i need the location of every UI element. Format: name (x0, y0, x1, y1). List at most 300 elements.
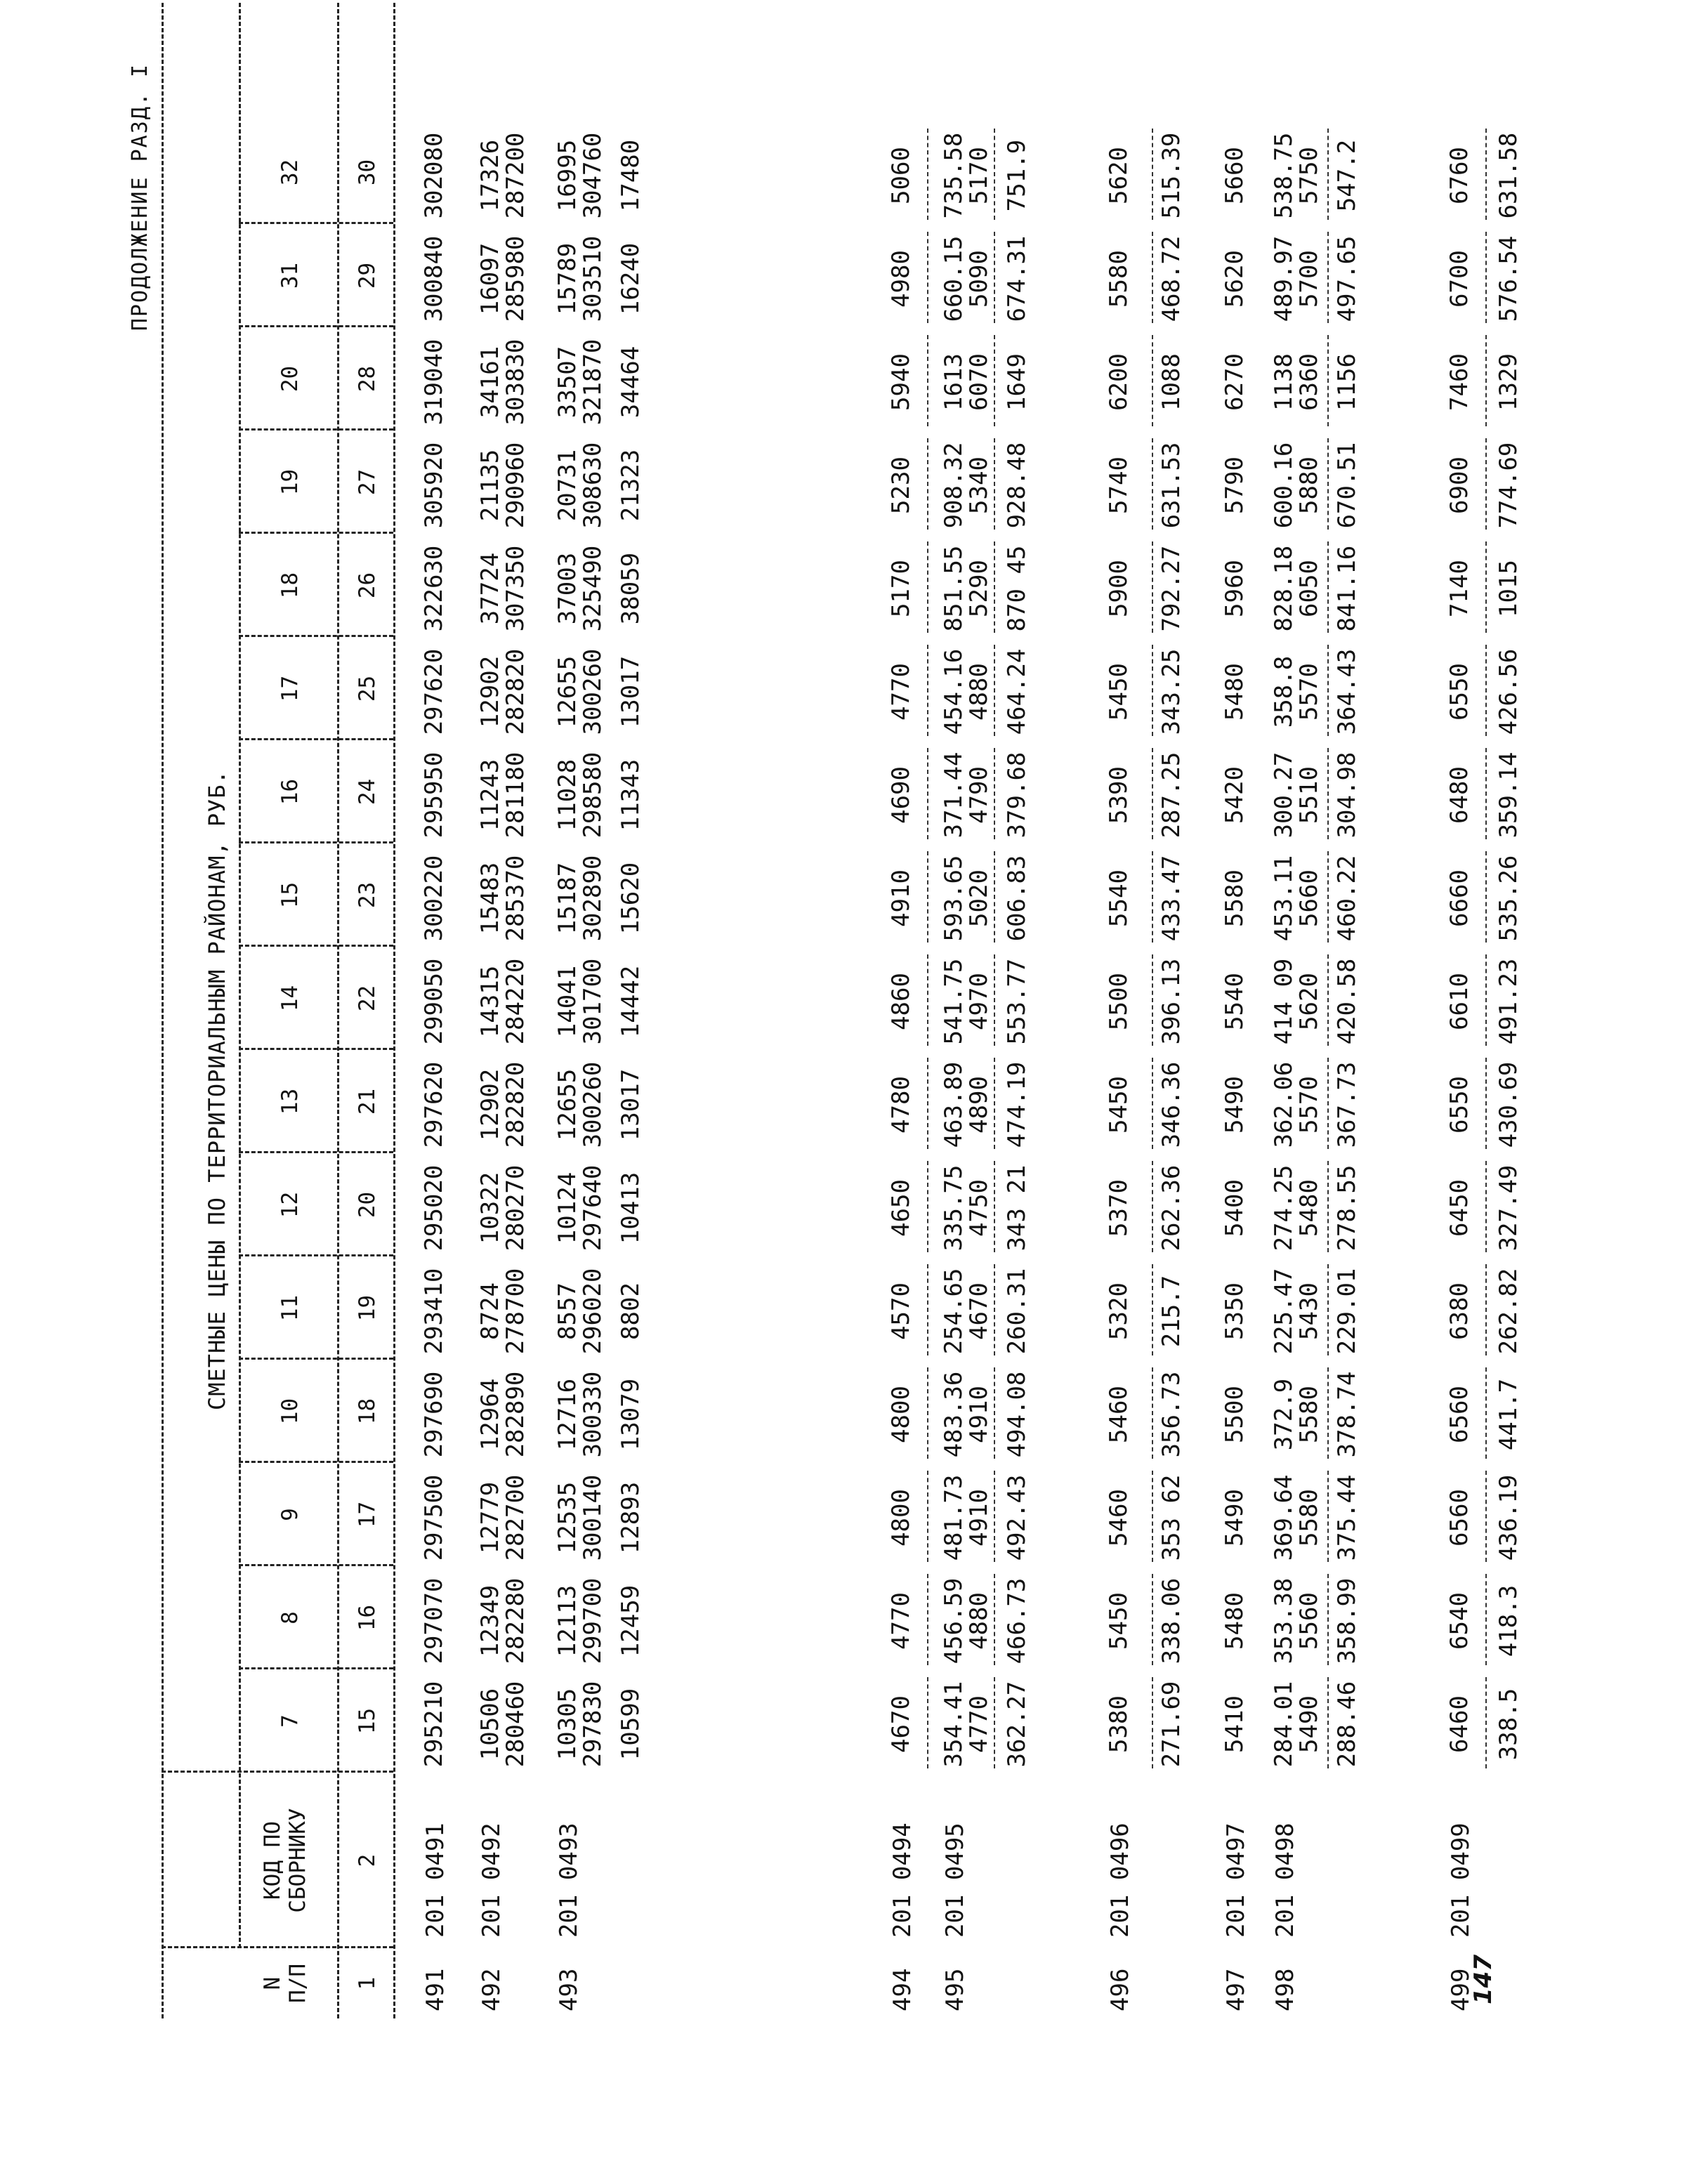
price-cell (421, 230, 447, 327)
price-cell (421, 1160, 447, 1256)
price-cell (618, 334, 643, 431)
price-line: 20731 (553, 449, 582, 522)
price-cell (941, 1056, 992, 1153)
price-cell (478, 643, 528, 740)
cell-separator (1485, 954, 1487, 1046)
price-line: 300220 (420, 855, 448, 942)
region-number: 13 (277, 1088, 303, 1115)
price-line: 631.53 (1157, 442, 1185, 529)
price-line: 37724 (476, 552, 504, 625)
price-line: 489.97 (1270, 235, 1298, 322)
price-line: 497.65 (1333, 235, 1361, 322)
price-line: 7140 (1445, 560, 1473, 617)
price-cell (1496, 1366, 1521, 1463)
price-cell (1271, 1366, 1322, 1463)
price-cell (1004, 1676, 1030, 1773)
cell-separator (927, 1574, 928, 1665)
price-cell (1447, 127, 1472, 224)
price-line: 491.23 (1494, 958, 1523, 1045)
row-code: 201 0491 (421, 1823, 449, 1938)
cell-separator (994, 1367, 995, 1459)
table-caption: СМЕТНЫЕ ЦЕНЫ ПО ТЕРРИТОРИАЛЬНЫМ РАЙОНАМ, РУБ. (204, 770, 230, 1410)
price-cell (1334, 1676, 1360, 1773)
price-cell (478, 1572, 528, 1669)
region-number: 20 (277, 365, 303, 393)
region-number: 15 (277, 881, 303, 909)
price-line: 6760 (1445, 147, 1473, 204)
price-line: 293410 (420, 1268, 448, 1355)
price-cell (1271, 1676, 1322, 1773)
price-line: 6900 (1445, 457, 1473, 514)
price-line: 4910 (965, 1386, 993, 1443)
cell-separator (1485, 1471, 1487, 1562)
cell-separator (1152, 1574, 1153, 1665)
price-line: 5880 (1295, 457, 1323, 514)
cell-separator (994, 1264, 995, 1355)
cell-separator (994, 645, 995, 736)
cell-separator (1327, 954, 1329, 1046)
price-cell (1496, 1676, 1521, 1773)
price-cell (1106, 1160, 1131, 1256)
price-cell (1159, 334, 1184, 431)
price-line: 5540 (1105, 869, 1133, 927)
price-line: 15620 (617, 862, 645, 935)
price-cell (1222, 953, 1247, 1050)
price-line: 4690 (887, 766, 915, 824)
row-number: 491 (421, 1968, 449, 2011)
header-bottom-rule (393, 3, 395, 2018)
header-divider (239, 635, 393, 637)
price-line: 5430 (1295, 1282, 1323, 1340)
price-cell (1004, 1263, 1030, 1360)
price-cell (1222, 1469, 1247, 1566)
price-cell (1447, 643, 1472, 740)
price-line: 600.16 (1270, 442, 1298, 529)
price-cell (555, 747, 605, 843)
price-line: 319040 (420, 339, 448, 426)
column-index: 22 (355, 985, 380, 1012)
cell-separator (1485, 1161, 1487, 1252)
price-line: 4800 (887, 1489, 915, 1547)
price-cell (618, 1160, 643, 1256)
price-cell (888, 1676, 914, 1773)
price-line: 5370 (1105, 1179, 1133, 1237)
price-line: 12459 (617, 1584, 645, 1657)
price-line: 229.01 (1333, 1268, 1361, 1355)
price-cell (1106, 643, 1131, 740)
price-cell (1106, 437, 1131, 534)
price-line: 5900 (1105, 560, 1133, 617)
price-line: 354.41 (940, 1681, 968, 1768)
price-line: 606.83 (1003, 855, 1031, 942)
header-divider (162, 1946, 393, 1948)
price-cell (888, 230, 914, 327)
column-index: 18 (355, 1398, 380, 1425)
price-cell (1159, 1676, 1184, 1773)
price-line: 5500 (1105, 973, 1133, 1030)
price-line: 11343 (617, 759, 645, 832)
cell-separator (927, 1471, 928, 1562)
price-line: 353.38 (1270, 1577, 1298, 1664)
region-number: 10 (277, 1398, 303, 1425)
column-index: 23 (355, 881, 380, 909)
price-line: 304760 (579, 132, 607, 219)
row-code: 201 0499 (1447, 1823, 1475, 1938)
price-line: 12113 (553, 1584, 582, 1657)
cell-separator (1327, 1677, 1329, 1768)
price-line: 4750 (965, 1179, 993, 1237)
price-line: 7460 (1445, 353, 1473, 411)
price-cell (1004, 1056, 1030, 1153)
region-number: 9 (277, 1508, 303, 1521)
price-line: 8724 (476, 1282, 504, 1340)
price-line: 343.25 (1157, 648, 1185, 735)
column-index: 30 (355, 159, 380, 186)
price-line: 296020 (579, 1268, 607, 1355)
price-cell (941, 953, 992, 1050)
price-line: 468.72 (1157, 235, 1185, 322)
price-cell (888, 953, 914, 1050)
price-cell (1271, 1572, 1322, 1669)
price-cell (941, 127, 992, 224)
cell-separator (994, 1574, 995, 1665)
price-line: 6560 (1445, 1386, 1473, 1443)
price-line: 10305 (553, 1688, 582, 1761)
price-cell (1106, 1263, 1131, 1360)
cell-separator (1327, 541, 1329, 633)
cell-separator (927, 129, 928, 220)
price-line: 215.7 (1157, 1275, 1185, 1348)
price-line: 299050 (420, 958, 448, 1045)
header-divider (239, 1358, 393, 1360)
price-line: 396.13 (1157, 958, 1185, 1045)
price-line: 14041 (553, 965, 582, 1038)
price-cell (478, 1676, 528, 1773)
price-cell (1334, 747, 1360, 843)
price-line: 364.43 (1333, 648, 1361, 735)
price-line: 281180 (501, 751, 530, 839)
cell-separator (1485, 1574, 1487, 1665)
price-line: 282820 (501, 648, 530, 735)
price-line: 5540 (1221, 973, 1249, 1030)
price-line: 460.22 (1333, 855, 1361, 942)
price-cell (941, 1469, 992, 1566)
price-cell (1004, 230, 1030, 327)
price-line: 5940 (887, 353, 915, 411)
price-line: 441.7 (1494, 1378, 1523, 1451)
column-index: 21 (355, 1088, 380, 1115)
price-cell (618, 953, 643, 1050)
price-cell (478, 1160, 528, 1256)
price-cell (555, 334, 605, 431)
price-line: 515.39 (1157, 132, 1185, 219)
price-cell (618, 1056, 643, 1153)
price-line: 375.44 (1333, 1474, 1361, 1561)
cell-separator (1327, 1471, 1329, 1562)
price-cell (1106, 230, 1131, 327)
cell-separator (1152, 645, 1153, 736)
price-line: 5570 (1295, 663, 1323, 721)
cell-separator (994, 232, 995, 323)
cell-separator (1152, 954, 1153, 1046)
cell-separator (1152, 1161, 1153, 1252)
price-cell (421, 1056, 447, 1153)
price-cell (1271, 1263, 1322, 1360)
price-line: 300.27 (1270, 751, 1298, 839)
cell-separator (994, 748, 995, 839)
price-cell (1447, 1676, 1472, 1773)
header-divider (239, 532, 393, 534)
price-cell (1334, 1263, 1360, 1360)
price-cell (478, 747, 528, 843)
price-cell (1271, 1469, 1322, 1566)
header-low-rule (337, 3, 339, 2018)
price-line: 4880 (965, 663, 993, 721)
price-line: 358.8 (1270, 655, 1298, 728)
region-number: 32 (277, 159, 303, 186)
price-line: 5660 (1221, 147, 1249, 204)
price-cell (1106, 1676, 1131, 1773)
price-line: 660.15 (940, 235, 968, 322)
price-line: 414 09 (1270, 958, 1298, 1045)
price-line: 535.26 (1494, 855, 1523, 942)
price-line: 4780 (887, 1076, 915, 1134)
price-cell (888, 1160, 914, 1256)
page-number: 147 (1469, 1955, 1497, 2004)
price-cell (478, 127, 528, 224)
price-cell (1159, 1263, 1184, 1360)
price-line: 4860 (887, 973, 915, 1030)
price-cell (478, 1469, 528, 1566)
price-line: 870 45 (1003, 545, 1031, 632)
price-line: 17480 (617, 139, 645, 212)
price-cell (1334, 1366, 1360, 1463)
price-cell (888, 1263, 914, 1360)
price-line: 325490 (579, 545, 607, 632)
price-cell (421, 1572, 447, 1669)
header-divider (239, 1151, 393, 1153)
price-line: 464.24 (1003, 648, 1031, 735)
price-line: 6550 (1445, 1076, 1473, 1134)
price-line: 4800 (887, 1386, 915, 1443)
column-index: 16 (355, 1604, 380, 1631)
price-line: 538.75 (1270, 132, 1298, 219)
price-cell (421, 334, 447, 431)
price-line: 6610 (1445, 973, 1473, 1030)
price-line: 735.58 (940, 132, 968, 219)
price-line: 297620 (420, 1061, 448, 1148)
cell-separator (994, 1058, 995, 1149)
price-line: 282890 (501, 1371, 530, 1458)
row-number: 498 (1271, 1968, 1299, 2011)
price-cell (618, 127, 643, 224)
price-line: 6380 (1445, 1282, 1473, 1340)
price-cell (555, 850, 605, 947)
price-cell (1496, 1469, 1521, 1566)
price-cell (555, 1263, 605, 1360)
price-cell (1271, 1160, 1322, 1256)
price-line: 631.58 (1494, 132, 1523, 219)
price-cell (1159, 850, 1184, 947)
price-line: 338.06 (1157, 1577, 1185, 1664)
price-cell (478, 953, 528, 1050)
price-line: 5400 (1221, 1179, 1249, 1237)
price-line: 6560 (1445, 1489, 1473, 1547)
price-cell (1004, 1366, 1030, 1463)
price-line: 5750 (1295, 147, 1323, 204)
price-line: 5480 (1221, 663, 1249, 721)
cell-separator (1152, 335, 1153, 426)
cell-separator (1152, 748, 1153, 839)
price-line: 5660 (1295, 869, 1323, 927)
price-line: 492.43 (1003, 1474, 1031, 1561)
price-cell (1106, 1056, 1131, 1153)
price-cell (1496, 747, 1521, 843)
column-index: 24 (355, 778, 380, 806)
price-cell (1447, 1056, 1472, 1153)
cell-separator (1485, 1264, 1487, 1355)
price-line: 298580 (579, 751, 607, 839)
column-index: 25 (355, 675, 380, 702)
price-line: 12349 (476, 1584, 504, 1657)
price-cell (1447, 953, 1472, 1050)
price-cell (1222, 1572, 1247, 1669)
price-line: 271.69 (1157, 1681, 1185, 1768)
price-line: 6070 (965, 353, 993, 411)
price-cell (1271, 953, 1322, 1050)
price-cell (1334, 1160, 1360, 1256)
price-cell (478, 437, 528, 534)
price-cell (888, 1469, 914, 1566)
price-line: 4880 (965, 1592, 993, 1650)
price-cell (1496, 540, 1521, 637)
price-line: 1156 (1333, 353, 1361, 411)
price-line: 378.74 (1333, 1371, 1361, 1458)
price-cell (1334, 1572, 1360, 1669)
price-cell (1004, 643, 1030, 740)
price-cell (1496, 1160, 1521, 1256)
price-line: 8802 (617, 1282, 645, 1340)
price-cell (618, 1469, 643, 1566)
cell-separator (927, 1367, 928, 1459)
price-cell (1222, 334, 1247, 431)
cell-separator (1485, 748, 1487, 839)
price-line: 436.19 (1494, 1474, 1523, 1561)
price-line: 290960 (501, 442, 530, 529)
price-cell (421, 1366, 447, 1463)
price-line: 5410 (1221, 1695, 1249, 1753)
price-line: 5560 (1295, 1592, 1323, 1650)
cell-separator (1485, 232, 1487, 323)
price-cell (555, 1056, 605, 1153)
cell-separator (1327, 335, 1329, 426)
column-index: 29 (355, 262, 380, 289)
price-line: 12779 (476, 1481, 504, 1554)
price-line: 11028 (553, 759, 582, 832)
price-line: 5620 (1295, 973, 1323, 1030)
price-line: 5350 (1221, 1282, 1249, 1340)
price-line: 547.2 (1333, 139, 1361, 212)
row-number: 499 (1447, 1968, 1475, 2011)
price-cell (1106, 540, 1131, 637)
price-cell (1271, 850, 1322, 947)
price-cell (1334, 850, 1360, 947)
price-line: 13017 (617, 655, 645, 728)
price-cell (1271, 230, 1322, 327)
price-cell (888, 747, 914, 843)
price-line: 282820 (501, 1061, 530, 1148)
price-cell (1222, 1366, 1247, 1463)
price-line: 774.69 (1494, 442, 1523, 529)
price-line: 12655 (553, 655, 582, 728)
price-line: 282700 (501, 1474, 530, 1561)
price-line: 454.16 (940, 648, 968, 735)
price-cell (1447, 540, 1472, 637)
cell-separator (994, 541, 995, 633)
price-line: 300260 (579, 648, 607, 735)
cell-separator (1152, 232, 1153, 323)
price-line: 287.25 (1157, 751, 1185, 839)
price-cell (1496, 437, 1521, 534)
price-line: 302080 (420, 132, 448, 219)
price-line: 297690 (420, 1371, 448, 1458)
price-line: 37003 (553, 552, 582, 625)
price-cell (1496, 1263, 1521, 1360)
price-line: 303510 (579, 235, 607, 322)
price-line: 284220 (501, 958, 530, 1045)
price-line: 10506 (476, 1688, 504, 1761)
col-num-label: N П/П (260, 1964, 310, 2003)
price-cell (1106, 953, 1131, 1050)
price-cell (555, 1160, 605, 1256)
price-cell (1334, 230, 1360, 327)
price-cell (1447, 1263, 1472, 1360)
price-line: 280270 (501, 1164, 530, 1252)
price-line: 359.14 (1494, 751, 1523, 839)
price-cell (1004, 953, 1030, 1050)
price-cell (1159, 540, 1184, 637)
price-line: 369.64 (1270, 1474, 1298, 1561)
price-line: 295210 (420, 1681, 448, 1768)
price-line: 299700 (579, 1577, 607, 1664)
price-line: 284.01 (1270, 1681, 1298, 1768)
price-cell (618, 1676, 643, 1773)
price-cell (1271, 334, 1322, 431)
price-line: 4670 (965, 1282, 993, 1340)
price-line: 297500 (420, 1474, 448, 1561)
price-line: 356.73 (1157, 1371, 1185, 1458)
price-line: 282280 (501, 1577, 530, 1664)
price-line: 466.73 (1003, 1577, 1031, 1664)
cell-separator (927, 1161, 928, 1252)
price-line: 379.68 (1003, 751, 1031, 839)
price-cell (1159, 1572, 1184, 1669)
price-cell (555, 540, 605, 637)
column-index: 28 (355, 365, 380, 393)
price-cell (1334, 1469, 1360, 1566)
row-number: 496 (1106, 1968, 1134, 2011)
price-line: 280460 (501, 1681, 530, 1768)
price-cell (1447, 334, 1472, 431)
price-line: 371.44 (940, 751, 968, 839)
row-number: 497 (1222, 1968, 1250, 2011)
price-line: 362.27 (1003, 1681, 1031, 1768)
price-line: 5020 (965, 869, 993, 927)
price-cell (1447, 230, 1472, 327)
price-cell (421, 850, 447, 947)
row-code: 201 0496 (1106, 1823, 1134, 1938)
header-divider (239, 325, 393, 327)
